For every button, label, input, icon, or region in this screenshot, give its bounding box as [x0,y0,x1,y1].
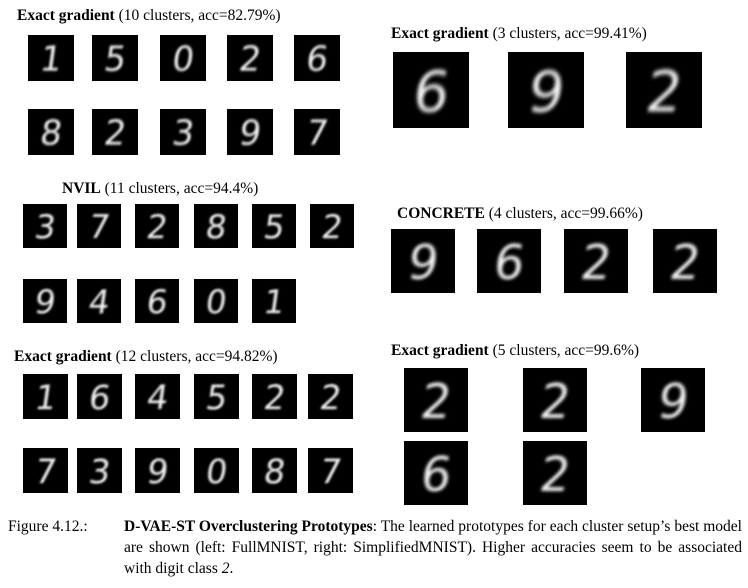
prototype-digit: 9 [144,452,172,492]
prototype-digit: 8 [261,452,289,492]
prototype-image [28,109,74,155]
caption-digit: 2 [221,560,230,577]
prototype-image [477,229,541,293]
prototype-digit: 7 [317,452,345,492]
prototype-digit: 8 [37,114,65,154]
prototype-digit: 9 [523,60,569,126]
caption-text: : The learned prototypes for each cluster setup’s best model are shown (left: FullMNIST, right: SimplifiedMNIST). Higher accuracies seem to be associated with digit class [124,518,742,577]
prototype-image [23,448,68,493]
prototype-digit: 9 [236,114,264,154]
prototype-image [294,35,340,81]
panel-title [391,25,647,43]
prototype-image [308,448,353,493]
prototype-digit: 6 [408,60,454,126]
prototype-digit: 6 [144,283,171,322]
prototype-image [252,204,296,248]
prototype-digit: 2 [666,236,705,291]
prototype-digit: 7 [303,114,331,154]
prototype-digit: 2 [144,208,171,247]
prototype-digit: 6 [303,40,331,80]
prototype-digit: 7 [86,208,113,247]
prototype-image [393,52,469,128]
panel-title [397,205,643,223]
caption-end: . [229,560,234,577]
panel-title-method: Exact gradient [391,25,489,42]
prototype-image [135,204,179,248]
panel-title-details: (10 clusters, acc=82.79%) [114,7,281,24]
prototype-digit: 3 [86,452,114,492]
prototype-image [653,229,717,293]
prototype-image [294,109,340,155]
prototype-image [92,35,138,81]
prototype-digit: 2 [317,378,345,418]
prototype-image [227,109,273,155]
prototype-image [564,229,628,293]
prototype-digit: 4 [86,283,113,322]
prototype-digit: 9 [404,236,443,291]
prototype-image [77,279,121,323]
prototype-image [404,368,468,432]
prototype-image [194,448,239,493]
panel-title-method: Exact gradient [14,348,112,365]
prototype-digit: 1 [32,378,60,418]
prototype-image [252,374,297,419]
panel-title-details: (5 clusters, acc=99.6%) [488,342,640,359]
prototype-image [626,52,702,128]
prototype-image [23,204,67,248]
panel-title [62,180,258,198]
prototype-image [194,279,238,323]
prototype-digit: 7 [32,452,60,492]
prototype-image [404,441,468,505]
prototype-image [194,204,238,248]
prototype-digit: 2 [319,208,346,247]
prototype-digit: 2 [261,378,289,418]
prototype-digit: 5 [203,378,231,418]
prototype-digit: 6 [417,448,456,503]
panel-title-details: (4 clusters, acc=99.66%) [484,205,643,222]
panel-title [17,7,281,25]
caption-title: D-VAE-ST Overclustering Prototypes [124,518,373,535]
prototype-digit: 6 [490,236,529,291]
prototype-digit: 0 [203,283,230,322]
prototype-image [135,279,179,323]
prototype-image [308,374,353,419]
prototype-digit: 3 [32,208,59,247]
prototype-image [77,448,122,493]
prototype-image [160,109,206,155]
prototype-digit: 0 [169,40,197,80]
prototype-image [252,279,296,323]
prototype-image [23,374,68,419]
panel-title [14,348,278,366]
prototype-image [160,35,206,81]
prototype-image [77,374,122,419]
panel-title [391,342,639,360]
prototype-digit: 0 [203,452,231,492]
prototype-digit: 2 [236,40,264,80]
prototype-image [523,441,587,505]
prototype-image [92,109,138,155]
prototype-digit: 6 [86,378,114,418]
prototype-image [391,229,455,293]
prototype-digit: 8 [203,208,230,247]
prototype-digit: 5 [101,40,129,80]
prototype-image [194,374,239,419]
prototype-digit: 9 [654,375,693,430]
prototype-digit: 2 [577,236,616,291]
panel-title-details: (12 clusters, acc=94.82%) [111,348,278,365]
prototype-image [641,368,705,432]
prototype-image [310,204,354,248]
prototype-image [77,204,121,248]
prototype-digit: 1 [37,40,65,80]
prototype-digit: 2 [536,448,575,503]
prototype-digit: 2 [641,60,687,126]
prototype-image [227,35,273,81]
caption-label: Figure 4.12.: [8,518,88,535]
prototype-digit: 2 [101,114,129,154]
prototype-digit: 1 [261,283,288,322]
panel-title-method: Exact gradient [17,7,115,24]
panel-title-method: Exact gradient [391,342,489,359]
prototype-image [135,448,180,493]
prototype-image [28,35,74,81]
prototype-digit: 9 [32,283,59,322]
panel-title-details: (3 clusters, acc=99.41%) [488,25,647,42]
prototype-image [252,448,297,493]
prototype-digit: 2 [417,375,456,430]
panel-title-details: (11 clusters, acc=94.4%) [100,180,259,197]
panel-title-method: NVIL [62,180,101,197]
prototype-image [508,52,584,128]
caption-body [124,516,742,579]
prototype-digit: 5 [261,208,288,247]
prototype-image [135,374,180,419]
panel-title-method: CONCRETE [397,205,485,222]
prototype-digit: 4 [144,378,172,418]
prototype-digit: 3 [169,114,197,154]
prototype-digit: 2 [536,375,575,430]
prototype-image [523,368,587,432]
prototype-image [23,279,67,323]
